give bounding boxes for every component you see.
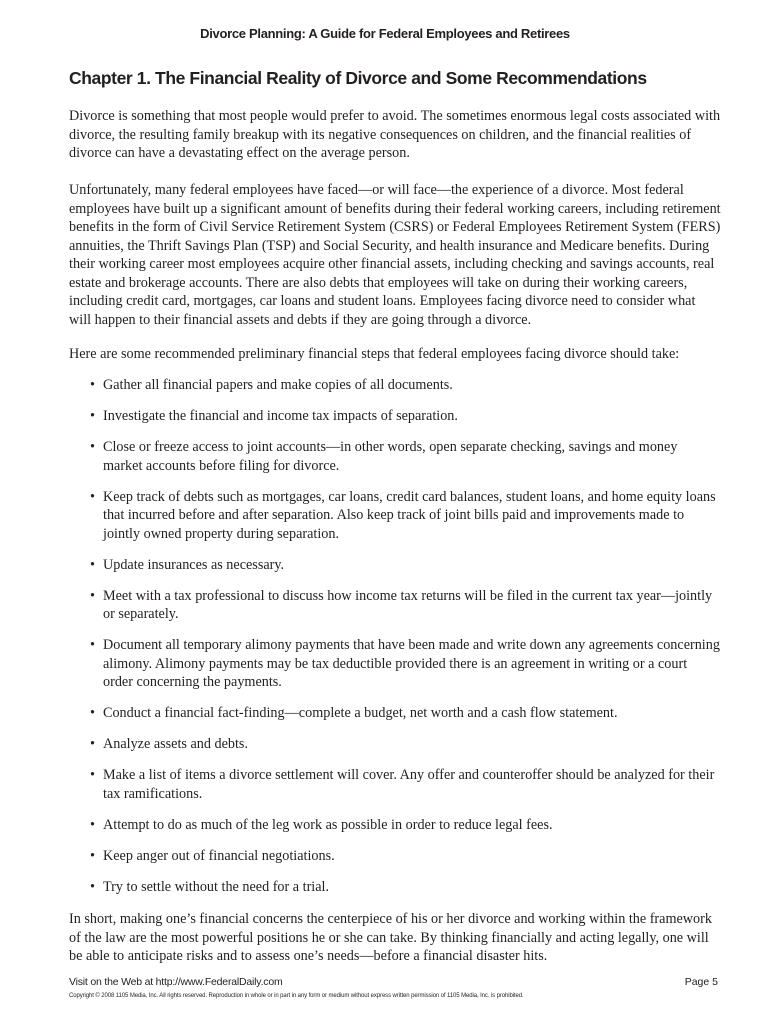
list-item-text: Attempt to do as much of the leg work as possible in order to reduce legal fees. <box>103 816 553 833</box>
list-item-text: Meet with a tax professional to discuss how income tax returns will be filed in the current tax year—jointly or separately. <box>103 587 713 622</box>
list-item-text: Document all temporary alimony payments that have been made and write down any agreements concerning alimony. Alimony payments may be tax deductible provided there is an agreement in writing or a court order concerning the payments. <box>103 637 720 690</box>
list-item-text: Conduct a financial fact-finding—complete a budget, net worth and a cash flow statement. <box>103 705 618 721</box>
list-item-text: Investigate the financial and income tax impacts of separation. <box>103 408 458 424</box>
list-item <box>90 816 720 835</box>
list-item-text: Keep track of debts such as mortgages, car loans, credit card balances, student loans, and home equity loans that incurred before and after separation. Also keep track of joint bills paid and improvements made to jointly owned property during separation. <box>103 488 716 542</box>
footer-website-link[interactable]: Visit on the Web at http://www.FederalDaily.com <box>69 976 283 988</box>
bullet-icon: • <box>90 705 95 721</box>
list-item <box>90 376 720 395</box>
copyright-notice: Copyright © 2008 1105 Media, Inc. All rights reserved. Reproduction in whole or in part in any form or medium without express written permission of 1105 Media, Inc. is prohibited. <box>69 993 524 999</box>
list-item <box>90 704 720 723</box>
bullet-icon: • <box>90 439 95 455</box>
list-item-text: Make a list of items a divorce settlement will cover. Any offer and counteroffer should be analyzed for their tax ramifications. <box>103 767 715 802</box>
list-item <box>90 556 720 575</box>
list-item-text: Update insurances as necessary. <box>103 556 285 573</box>
steps-intro-paragraph: Here are some recommended preliminary financial steps that federal employees facing divorce should take: <box>69 346 680 362</box>
bullet-icon: • <box>90 488 95 505</box>
list-item <box>90 766 720 803</box>
list-item <box>90 438 720 475</box>
bullet-icon: • <box>90 556 95 573</box>
bullet-icon: • <box>90 878 95 895</box>
list-item <box>90 735 720 754</box>
list-item-text: Analyze assets and debts. <box>103 736 248 752</box>
bullet-icon: • <box>90 377 95 393</box>
list-item <box>90 587 720 624</box>
bullet-icon: • <box>90 408 95 424</box>
steps-list <box>90 376 720 909</box>
running-header-title: Divorce Planning: A Guide for Federal Employees and Retirees <box>200 26 570 41</box>
list-item <box>90 878 720 897</box>
bullet-icon: • <box>90 767 95 783</box>
conclusion-paragraph: In short, making one’s financial concerns the centerpiece of his or her divorce and working within the framework of the law are the most powerful positions he or she can take. By thinking financially and acting legally, one will be able to anticipate risks and to assess one’s needs—before a financial disaster hits. <box>69 911 712 964</box>
list-item <box>90 407 720 426</box>
list-item-text: Close or freeze access to joint accounts—in other words, open separate checking, savings and money market accounts before filing for divorce. <box>103 439 678 474</box>
page-number: Page 5 <box>684 976 718 988</box>
list-item <box>90 847 720 866</box>
intro-paragraph: Divorce is something that most people would prefer to avoid. The sometimes enormous legal costs associated with divorce, the resulting family breakup with its negative consequences on children, and the financial realities of divorce can have a devastating effect on the average person. <box>69 108 721 161</box>
bullet-icon: • <box>90 847 95 864</box>
bullet-icon: • <box>90 587 95 604</box>
list-item-text: Keep anger out of financial negotiations. <box>103 847 335 864</box>
bullet-icon: • <box>90 736 95 752</box>
list-item-text: Try to settle without the need for a trial. <box>103 878 330 895</box>
bullet-icon: • <box>90 637 95 653</box>
list-item-text: Gather all financial papers and make copies of all documents. <box>103 377 453 393</box>
background-paragraph: Unfortunately, many federal employees have faced—or will face—the experience of a divorce. Most federal employees have built up a significant amount of benefits during their federal working careers, including retirement benefits in the form of Civil Service Retirement System (CSRS) or Federal Employees Retirement System (FERS) annuities, the Thrift Savings Plan (TSP) and Social Security, and health insurance and Medicare benefits. During their working career most employees acquire other financial assets, including checking and savings accounts, real estate and brokerage accounts. There are also debts that employees will take on during their working careers, including credit card, mortgages, car loans and student loans. Employees facing divorce need to consider what will happen to their financial assets and debts if they are going through a divorce. <box>69 182 721 328</box>
chapter-title: Chapter 1. The Financial Reality of Divorce and Some Recommendations <box>69 68 647 88</box>
bullet-icon: • <box>90 816 95 833</box>
list-item <box>90 488 720 544</box>
list-item <box>90 636 720 692</box>
